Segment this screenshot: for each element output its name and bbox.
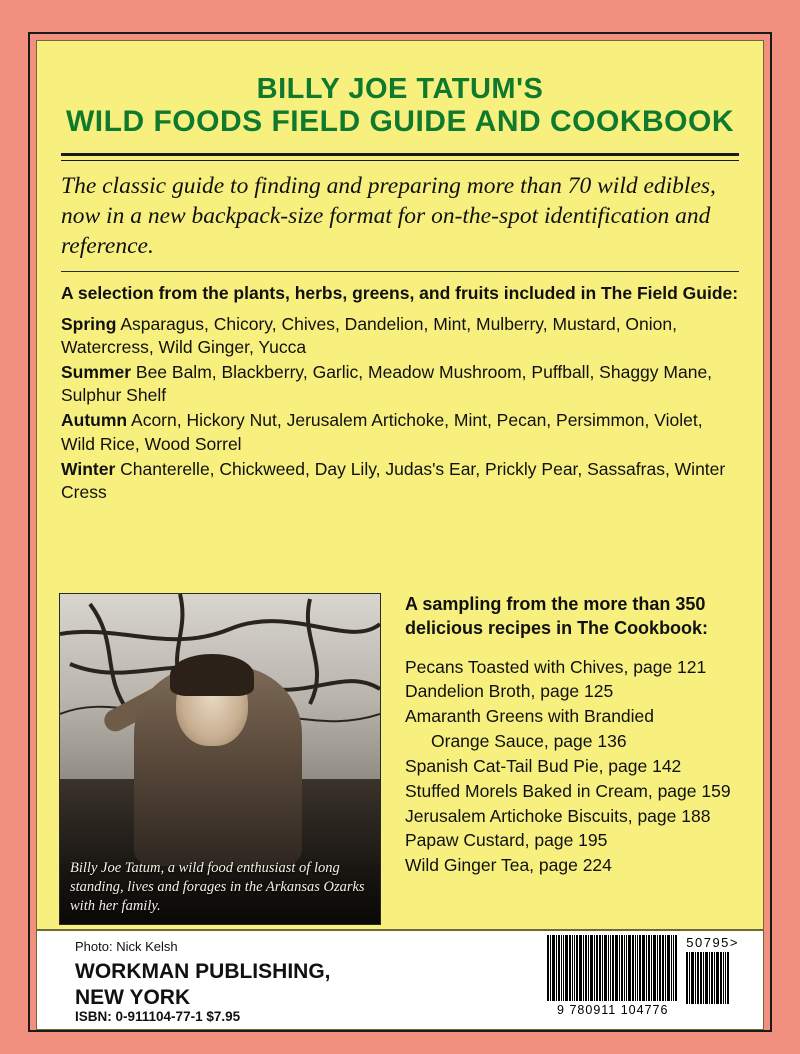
publisher-line-1: WORKMAN PUBLISHING, bbox=[75, 960, 331, 983]
recipe-line: Pecans Toasted with Chives, page 121 bbox=[405, 656, 707, 677]
recipe-line: Wild Ginger Tea, page 224 bbox=[405, 855, 612, 876]
barcode-number: 9 780911 104776 bbox=[557, 1003, 669, 1017]
isbn-text: ISBN: 0-911104-77-1 $7.95 bbox=[75, 1009, 241, 1024]
season-entry bbox=[61, 361, 739, 407]
season-list bbox=[61, 313, 739, 504]
publisher-name bbox=[75, 959, 331, 1010]
barcode-addon-number: 50795> bbox=[686, 935, 739, 950]
field-guide-heading: A selection from the plants, herbs, greens, and fruits included in The Field Guide: bbox=[61, 283, 739, 304]
barcode-ean13 bbox=[547, 935, 678, 1017]
cover-footer bbox=[36, 930, 764, 1030]
recipe-line: Spanish Cat-Tail Bud Pie, page 142 bbox=[405, 755, 682, 776]
season-name: Winter bbox=[61, 458, 116, 479]
season-items: Chanterelle, Chickweed, Day Lily, Judas's Ear, Prickly Pear, Sassafras, Winter Cress bbox=[61, 458, 726, 502]
blurb-rule bbox=[61, 271, 739, 272]
recipe-line: Stuffed Morels Baked in Cream, page 159 bbox=[405, 780, 731, 801]
season-items: Bee Balm, Blackberry, Garlic, Meadow Mushroom, Puffball, Shaggy Mane, Sulphur Shelf bbox=[61, 362, 713, 406]
author-photo-column bbox=[59, 593, 379, 925]
season-name: Summer bbox=[61, 362, 132, 383]
title-block bbox=[59, 59, 741, 139]
photo-credit: Photo: Nick Kelsh bbox=[75, 939, 178, 954]
author-photo-caption: Billy Joe Tatum, a wild food enthusiast of long standing, lives and forages in the Arkansas Ozarks with her family. bbox=[70, 860, 365, 915]
season-entry bbox=[61, 409, 739, 455]
season-name: Autumn bbox=[61, 410, 128, 431]
book-title-line-1: BILLY JOE TATUM'S bbox=[256, 73, 544, 105]
season-entry bbox=[61, 458, 739, 504]
title-rule-thick bbox=[61, 153, 739, 156]
season-name: Spring bbox=[61, 314, 117, 335]
season-items: Acorn, Hickory Nut, Jerusalem Artichoke, Mint, Pecan, Persimmon, Violet, Wild Rice, Wood Sorrel bbox=[61, 410, 703, 454]
barcode-addon-bars bbox=[686, 952, 739, 1004]
author-photo bbox=[59, 593, 381, 925]
publisher-line-2: NEW YORK bbox=[75, 985, 191, 1009]
title-rule-thin bbox=[61, 160, 739, 161]
recipe-line: Papaw Custard, page 195 bbox=[405, 830, 608, 851]
book-title-line-2: WILD FOODS FIELD GUIDE AND COOKBOOK bbox=[65, 105, 735, 139]
recipe-line: Amaranth Greens with Brandied bbox=[405, 706, 655, 727]
cover-content-panel bbox=[36, 40, 764, 930]
recipe-line: Jerusalem Artichoke Biscuits, page 188 bbox=[405, 805, 711, 826]
recipe-line: Orange Sauce, page 136 bbox=[431, 731, 627, 752]
book-blurb: The classic guide to finding and preparing more than 70 wild edibles, now in a new backpack-size format for on-the-spot identification and reference. bbox=[61, 173, 716, 260]
barcode-bars bbox=[547, 935, 678, 1001]
recipe-line: Dandelion Broth, page 125 bbox=[405, 681, 614, 702]
photo-hair bbox=[170, 654, 254, 696]
season-items: Asparagus, Chicory, Chives, Dandelion, Mint, Mulberry, Mustard, Onion, Watercress, Wild Ginger, Yucca bbox=[61, 314, 677, 358]
barcode-area bbox=[547, 935, 739, 1017]
season-entry bbox=[61, 313, 739, 359]
bottom-row bbox=[59, 593, 741, 925]
recipes-heading: A sampling from the more than 350 delicious recipes in The Cookbook: bbox=[405, 594, 709, 638]
barcode-addon bbox=[686, 935, 739, 1004]
recipes-column bbox=[397, 593, 741, 925]
